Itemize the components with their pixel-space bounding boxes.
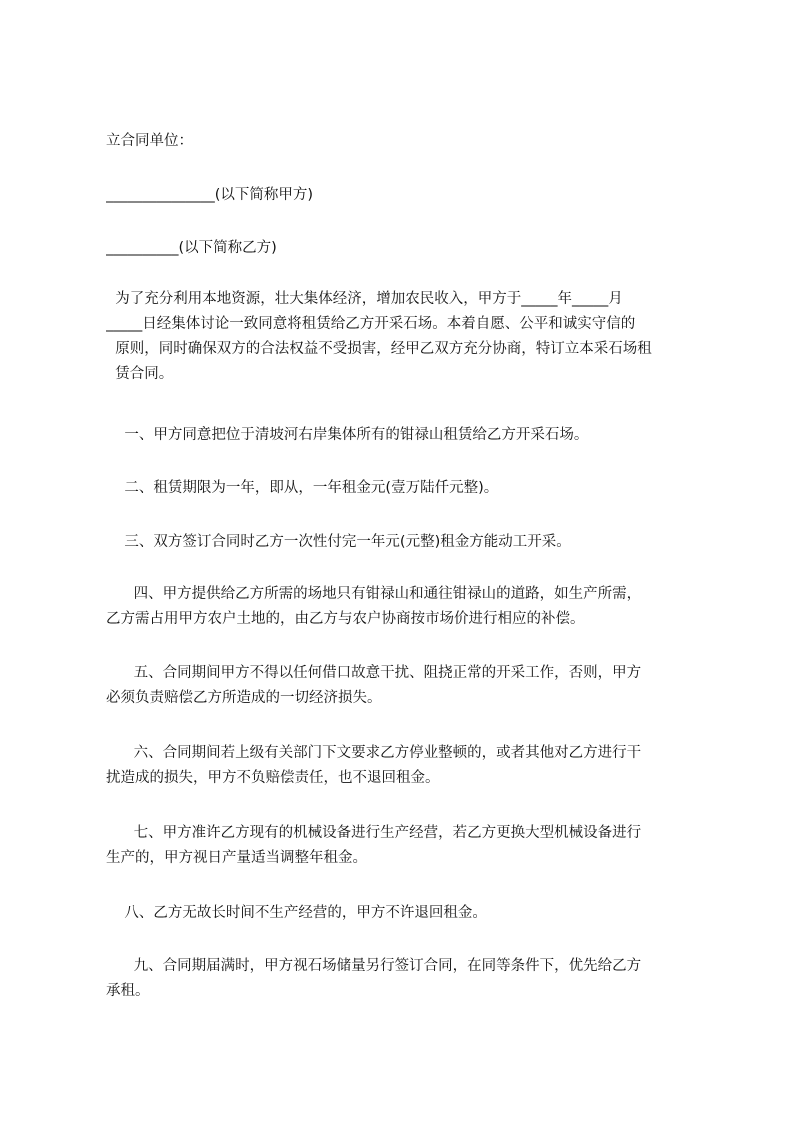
clause-3 xyxy=(106,530,700,555)
clause-line: 扰造成的损失，甲方不负赔偿责任，也不退回租金。 xyxy=(106,770,440,786)
clause-4 xyxy=(106,582,700,632)
clause-2 xyxy=(106,476,700,501)
clause-line: 二、租赁期限为一年，即从，一年租金元(壹万陆仟元整)。 xyxy=(106,480,499,496)
clause-line: 九、合同期届满时，甲方视石场储量另行签订合同，在同等条件下，优先给乙方 xyxy=(106,958,642,974)
clause-line: 必须负责赔偿乙方所造成的一切经济损失。 xyxy=(106,690,382,706)
clause-line: 七、甲方准许乙方现有的机械设备进行生产经营，若乙方更换大型机械设备进行 xyxy=(106,825,642,841)
clause-6 xyxy=(106,741,700,791)
clause-9 xyxy=(106,954,700,1004)
party-label: 立合同单位： xyxy=(106,133,193,149)
clause-line: 一、甲方同意把位于清坡河右岸集体所有的钳禄山租赁给乙方开采石场。 xyxy=(106,427,589,443)
party-b-line: __________(以下简称乙方) xyxy=(106,240,277,256)
clause-line: 四、甲方提供给乙方所需的场地只有钳禄山和通往钳禄山的道路，如生产所需， xyxy=(106,586,642,602)
intro-line: 为了充分利用本地资源，壮大集体经济，增加农民收入，甲方于_____年_____月 xyxy=(106,291,623,307)
intro-line: 赁合同。 xyxy=(106,366,174,382)
clause-8 xyxy=(106,901,700,926)
intro-line: _____日经集体讨论一致同意将租赁给乙方开采石场。本着自愿、公平和诚实守信的 xyxy=(106,316,636,332)
clause-5 xyxy=(106,661,700,711)
clause-line: 八、乙方无故长时间不生产经营的，甲方不许退回租金。 xyxy=(106,905,487,921)
clause-7 xyxy=(106,821,700,871)
party-a-line: _______________(以下简称甲方) xyxy=(106,187,314,203)
clause-line: 六、合同期间若上级有关部门下文要求乙方停业整顿的，或者其他对乙方进行干 xyxy=(106,745,642,761)
clause-line: 承租。 xyxy=(106,983,150,999)
intro-line: 原则，同时确保双方的合法权益不受损害，经甲乙双方充分协商，特订立本采石场租 xyxy=(106,341,652,357)
clause-line: 五、合同期间甲方不得以任何借口故意干扰、阻挠正常的开采工作，否则，甲方 xyxy=(106,665,642,681)
clause-line: 乙方需占用甲方农户土地的，由乙方与农户协商按市场价进行相应的补偿。 xyxy=(106,611,585,627)
clause-1 xyxy=(106,423,700,448)
intro-paragraph xyxy=(106,287,700,387)
clause-line: 三、双方签订合同时乙方一次性付完一年元(元整)租金方能动工开采。 xyxy=(106,534,571,550)
clause-line: 生产的，甲方视日产量适当调整年租金。 xyxy=(106,850,367,866)
